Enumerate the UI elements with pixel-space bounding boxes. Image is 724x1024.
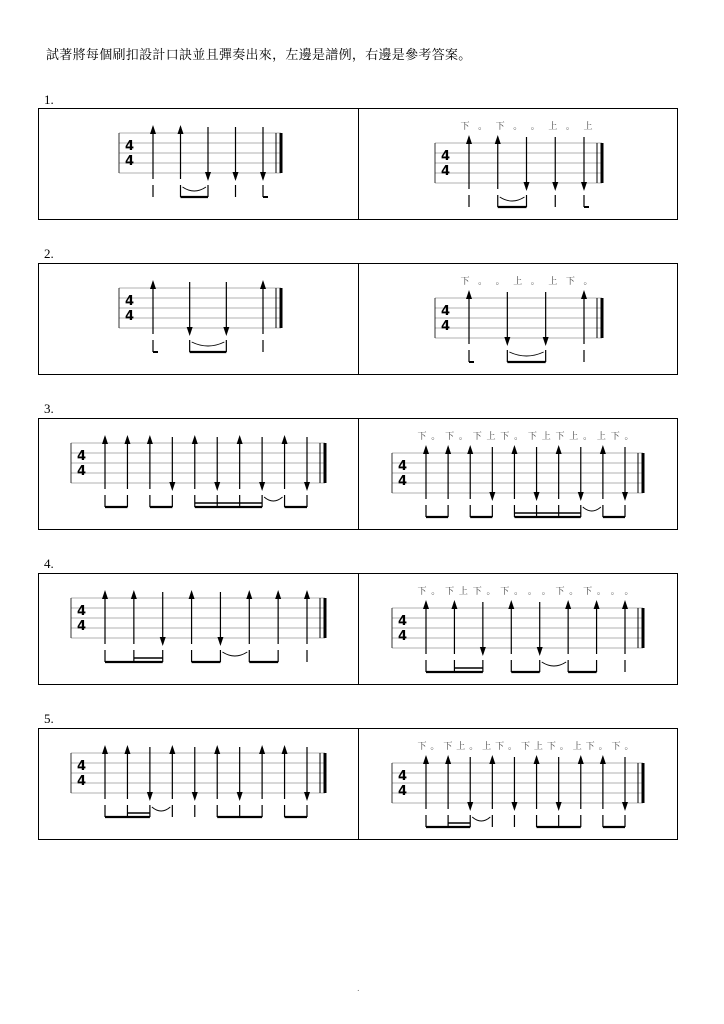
down-arrow-head [581,182,587,191]
exercise-notation [39,419,679,531]
answer-syllable: 下 [546,742,556,752]
down-arrow-head [552,182,558,191]
up-arrow-head [102,435,108,444]
up-arrow-head [581,290,587,299]
answer-syllable: 。 [431,587,441,597]
tie-arc [152,807,170,811]
time-signature-top: 4 [77,604,87,619]
answer-syllable: 下 [583,587,593,597]
exercise-box [38,728,678,840]
time-signature-top: 4 [125,139,135,154]
up-arrow-head [237,435,243,444]
down-arrow-head [192,792,198,801]
answer-syllable: 。 [583,432,593,442]
time-signature-top: 4 [398,769,408,784]
answer-syllable: 下 [417,742,427,752]
exercise-box [38,263,678,375]
down-arrow-head [504,337,510,346]
time-signature-top: 4 [441,304,451,319]
answer-syllable: 下 [472,432,482,442]
answer-syllable: 。 [583,277,593,287]
up-arrow-head [169,745,175,754]
answer-syllable: 下 [527,432,537,442]
answer-syllable: 下 [417,587,427,597]
answer-syllable: 。 [530,122,540,132]
answer-syllable: 。 [430,742,440,752]
answer-syllable: 。 [624,432,634,442]
answer-syllable: 。 [486,587,496,597]
up-arrow-head [600,755,606,764]
up-arrow-head [189,590,195,599]
time-signature-bottom: 4 [441,319,451,334]
up-arrow-head [534,755,540,764]
down-arrow-head [578,492,584,501]
up-arrow-head [600,445,606,454]
answer-syllable: 下 [445,587,455,597]
time-signature-bottom: 4 [77,464,87,479]
answer-syllable: 下 [495,122,505,132]
answer-syllable: 下 [500,432,510,442]
up-arrow-head [282,745,288,754]
answer-syllable: 上 [596,432,606,442]
answer-syllable: 上 [569,432,579,442]
up-arrow-head [466,290,472,299]
time-signature-bottom: 4 [125,154,135,169]
answer-syllable: 上 [533,742,543,752]
down-arrow-head [622,492,628,501]
time-signature-top: 4 [125,294,135,309]
example-staff [71,745,325,817]
answer-staff [435,120,602,207]
down-arrow-head [217,637,223,646]
up-arrow-head [304,590,310,599]
tie-arc [472,817,490,821]
answer-syllable: 下 [555,432,565,442]
up-arrow-head [622,600,628,609]
up-arrow-head [423,755,429,764]
answer-syllable: 上 [541,432,551,442]
answer-syllable: 下 [460,277,470,287]
answer-syllable: 下 [417,432,427,442]
up-arrow-head [124,745,130,754]
time-signature-bottom: 4 [125,309,135,324]
up-arrow-head [489,755,495,764]
time-signature-bottom: 4 [398,474,408,489]
down-arrow-head [537,647,543,656]
up-arrow-head [147,435,153,444]
down-arrow-head [260,172,266,181]
answer-syllable: 。 [478,122,488,132]
answer-syllable: 。 [565,122,575,132]
answer-syllable: 下 [565,277,575,287]
exercise-number: 1. [44,92,54,107]
up-arrow-head [178,125,184,134]
answer-syllable: 上 [548,277,558,287]
answer-syllable: 上 [486,432,496,442]
down-arrow-head [259,482,265,491]
answer-syllable: 上 [572,742,582,752]
answer-syllable: 上 [482,742,492,752]
down-arrow-head [223,327,229,336]
down-arrow-head [534,492,540,501]
time-signature-bottom: 4 [398,784,408,799]
up-arrow-head [578,755,584,764]
answer-syllable: 。 [514,432,524,442]
time-signature-top: 4 [398,614,408,629]
down-arrow-head [524,182,530,191]
up-arrow-head [423,445,429,454]
answer-syllable: 。 [530,277,540,287]
up-arrow-head [150,125,156,134]
answer-syllable: 下 [555,587,565,597]
answer-syllable: 。 [478,277,488,287]
time-signature-top: 4 [77,759,87,774]
up-arrow-head [467,445,473,454]
up-arrow-head [246,590,252,599]
up-arrow-head [102,590,108,599]
down-arrow-head [556,802,562,811]
answer-syllable: 上 [548,122,558,132]
down-arrow-head [233,172,239,181]
answer-syllable: 。 [596,587,606,597]
exercise-number: 2. [44,246,54,261]
time-signature-top: 4 [441,149,451,164]
down-arrow-head [511,802,517,811]
answer-syllable: 下 [585,742,595,752]
answer-syllable: 下 [445,432,455,442]
answer-syllable: 下 [520,742,531,752]
time-signature-bottom: 4 [77,774,87,789]
up-arrow-head [466,135,472,144]
example-staff [119,280,281,352]
time-signature-top: 4 [398,459,408,474]
time-signature-top: 4 [77,449,87,464]
down-arrow-head [304,792,310,801]
up-arrow-head [124,435,130,444]
example-staff [71,590,325,662]
answer-syllable: 。 [624,742,634,752]
exercise-box [38,573,678,685]
answer-syllable: 。 [513,122,523,132]
tie-arc [183,187,207,191]
answer-syllable: 。 [458,432,468,442]
down-arrow-head [205,172,211,181]
answer-syllable: 。 [541,587,551,597]
tie-arc [222,652,247,656]
down-arrow-head [237,792,243,801]
tie-arc [264,497,282,501]
time-signature-bottom: 4 [441,164,451,179]
example-staff [119,125,281,197]
exercise-notation [39,729,679,841]
down-arrow-head [480,647,486,656]
up-arrow-head [508,600,514,609]
exercise-notation [39,574,679,686]
up-arrow-head [423,600,429,609]
exercise-notation [39,264,679,376]
tie-arc [500,197,525,201]
down-arrow-head [489,492,495,501]
exercise-number: 4. [44,556,54,571]
example-staff [71,435,325,507]
answer-syllable: 上 [513,277,523,287]
exercise-notation [39,109,679,221]
answer-staff [435,275,602,362]
answer-syllable: 。 [469,742,479,752]
answer-syllable: 下 [611,742,621,752]
answer-staff [392,740,643,827]
page-marker: . [357,984,360,993]
up-arrow-head [445,755,451,764]
answer-syllable: 。 [527,587,537,597]
exercise-number: 3. [44,401,54,416]
answer-staff [392,430,643,517]
down-arrow-head [304,482,310,491]
up-arrow-head [275,590,281,599]
down-arrow-head [169,482,175,491]
up-arrow-head [102,745,108,754]
down-arrow-head [187,327,193,336]
answer-syllable: 。 [431,432,441,442]
tie-arc [542,662,566,666]
answer-syllable: 下 [460,122,470,132]
tie-arc [583,507,601,511]
down-arrow-head [543,337,549,346]
down-arrow-head [147,792,153,801]
answer-syllable: 上 [583,122,593,132]
answer-syllable: 下 [443,742,453,752]
answer-syllable: 。 [610,587,620,597]
exercise-box [38,108,678,220]
answer-syllable: 。 [559,742,569,752]
up-arrow-head [214,745,220,754]
down-arrow-head [214,482,220,491]
up-arrow-head [260,280,266,289]
down-arrow-head [622,802,628,811]
exercise-box [38,418,678,530]
time-signature-bottom: 4 [77,619,87,634]
down-arrow-head [160,637,166,646]
up-arrow-head [445,445,451,454]
answer-syllable: 。 [514,587,524,597]
answer-syllable: 下 [500,587,510,597]
up-arrow-head [192,435,198,444]
answer-syllable: 。 [624,587,634,597]
up-arrow-head [131,590,137,599]
up-arrow-head [282,435,288,444]
up-arrow-head [495,135,501,144]
up-arrow-head [511,445,517,454]
up-arrow-head [451,600,457,609]
up-arrow-head [259,745,265,754]
answer-syllable: 。 [495,277,505,287]
answer-syllable: 上 [456,742,466,752]
instruction-text: 試著將每個刷扣設計口訣並且彈奏出來，左邊是譜例，右邊是參考答案。 [46,48,472,63]
answer-syllable: 。 [508,742,518,752]
answer-syllable: 。 [598,742,608,752]
exercise-number: 5. [44,711,54,726]
answer-syllable: 下 [495,742,505,752]
tie-arc [192,342,225,346]
answer-syllable: 下 [610,432,620,442]
answer-syllable: 。 [569,587,579,597]
up-arrow-head [594,600,600,609]
answer-syllable: 上 [458,587,468,597]
tie-arc [509,352,543,356]
time-signature-bottom: 4 [398,629,408,644]
answer-staff [392,585,643,672]
up-arrow-head [565,600,571,609]
answer-syllable: 下 [472,587,482,597]
up-arrow-head [556,445,562,454]
up-arrow-head [150,280,156,289]
down-arrow-head [467,802,473,811]
